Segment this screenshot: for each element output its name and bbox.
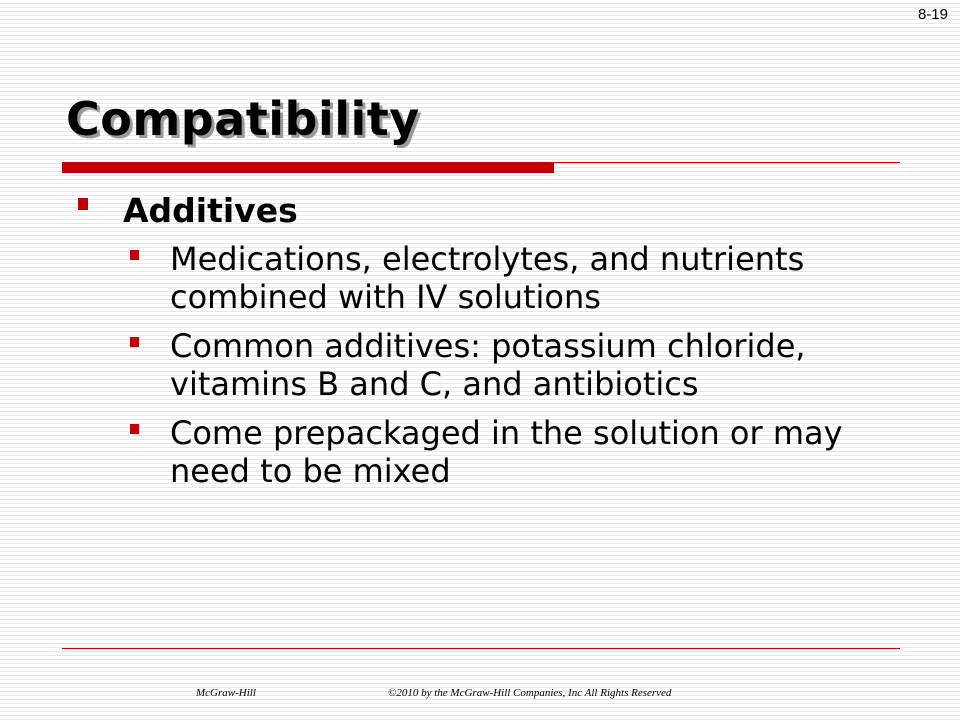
slide-title: Compatibility bbox=[66, 92, 420, 146]
square-bullet-icon bbox=[130, 337, 139, 347]
heading-text: Additives bbox=[123, 191, 298, 230]
list-item-text: Come prepackaged in the solution or may need to be mixed bbox=[170, 414, 843, 490]
footer-publisher: McGraw-Hill bbox=[196, 687, 256, 699]
footer-divider bbox=[62, 648, 900, 649]
square-bullet-icon bbox=[78, 198, 88, 210]
list-item-text: Medications, electrolytes, and nutrients combined with IV solutions bbox=[170, 240, 805, 316]
list-item bbox=[130, 327, 908, 403]
slide-number: 8-19 bbox=[917, 6, 948, 23]
list-item-text: Common additives: potassium chloride, vitamins B and C, and antibiotics bbox=[170, 327, 806, 403]
square-bullet-icon bbox=[130, 250, 139, 260]
heading-bullet-item bbox=[78, 190, 908, 232]
title-divider-thick bbox=[62, 163, 554, 173]
square-bullet-icon bbox=[130, 424, 139, 434]
slide-content bbox=[78, 190, 908, 501]
list-item bbox=[130, 240, 908, 316]
footer-copyright: ©2010 by the McGraw-Hill Companies, Inc All Rights Reserved bbox=[388, 687, 672, 699]
list-item bbox=[130, 414, 908, 490]
